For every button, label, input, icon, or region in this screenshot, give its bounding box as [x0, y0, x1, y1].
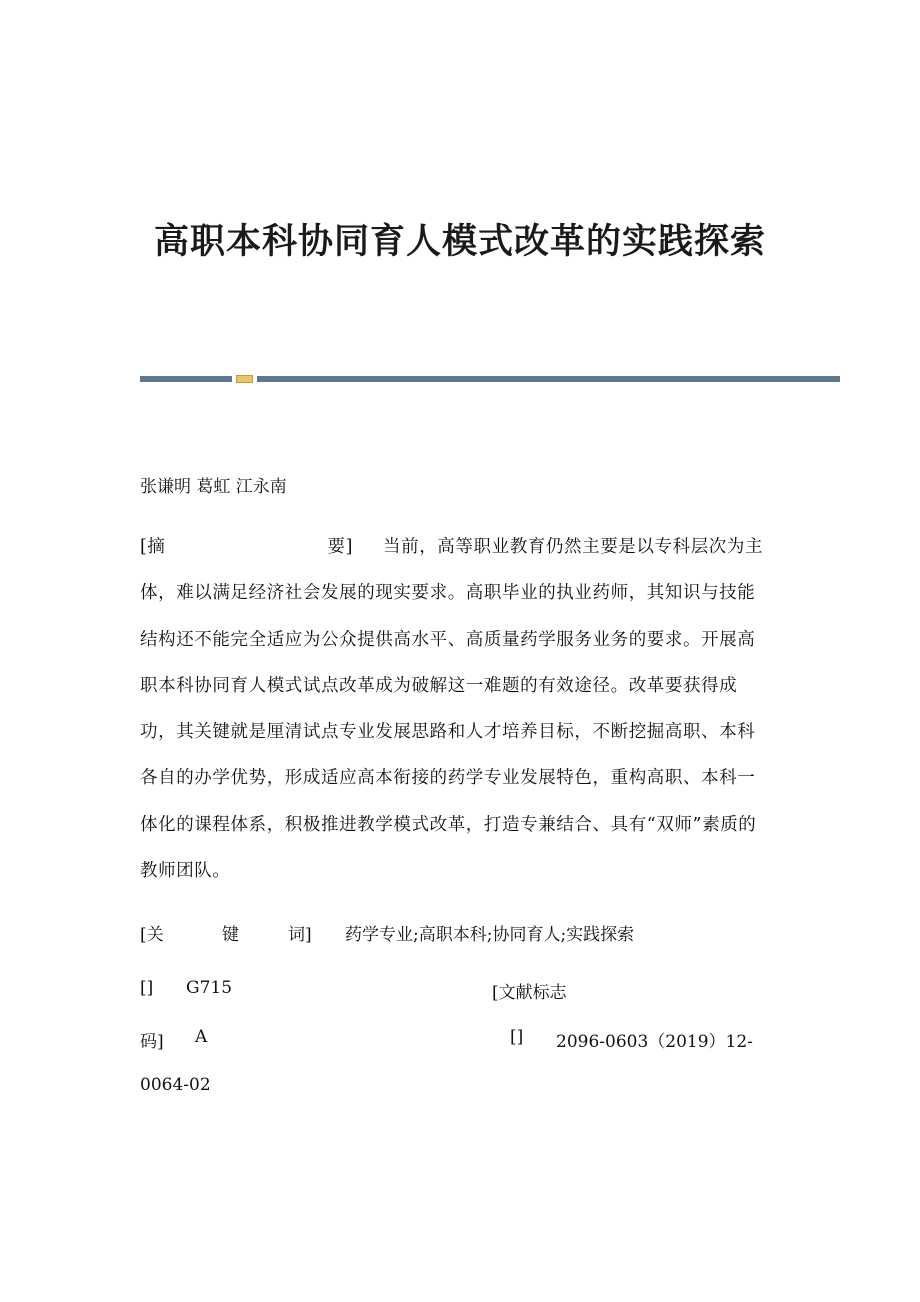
article-id-part1: 2096-0603（2019）12-	[556, 1032, 753, 1052]
divider-bar-left	[140, 376, 232, 382]
clc-number: G715	[186, 978, 233, 998]
abstract-label-open: [摘	[140, 537, 166, 557]
doc-mark-label-2: 码]	[140, 1032, 164, 1052]
doc-mark-code: A	[195, 1027, 208, 1047]
divider-ornament-icon	[236, 375, 253, 383]
doc-mark-label-1: [文献标志	[492, 983, 567, 1003]
divider-bar-right	[257, 376, 840, 382]
keywords-text: 药学专业;高职本科;协同育人;实践探索	[345, 925, 635, 945]
article-id-bracket: []	[510, 1027, 524, 1047]
authors: 张谦明 葛虹 江永南	[140, 477, 287, 497]
abstract	[140, 524, 770, 894]
keywords-label-c: 词]	[288, 925, 312, 945]
abstract-label-close: 要]	[327, 537, 353, 557]
article-id-part2: 0064-02	[140, 1075, 211, 1095]
abstract-label	[140, 524, 353, 570]
title-divider	[140, 375, 840, 383]
article-title: 高职本科协同育人模式改革的实践探索	[153, 222, 766, 262]
clc-bracket: []	[140, 978, 154, 998]
keywords-label-a: [关	[140, 925, 164, 945]
keywords-label-b: 键	[222, 925, 239, 945]
abstract-text: 当前，高等职业教育仍然主要是以专科层次为主体，难以满足经济社会发展的现实要求。高职毕业的执业药师，其知识与技能结构还不能完全适应为公众提供高水平、高质量药学服务业务的要求。开展高职本科协同育人模式试点改革成为破解这一难题的有效途径。改革要获得成功，其关键就是厘清试点专业发展思路和人才培养目标，不断挖掘高职、本科各自的办学优势，形成适应高本衔接的药学专业发展特色，重构高职、本科一体化的课程体系，积极推进教学模式改革，打造专兼结合、具有“双师”素质的教师团队。	[140, 537, 764, 882]
